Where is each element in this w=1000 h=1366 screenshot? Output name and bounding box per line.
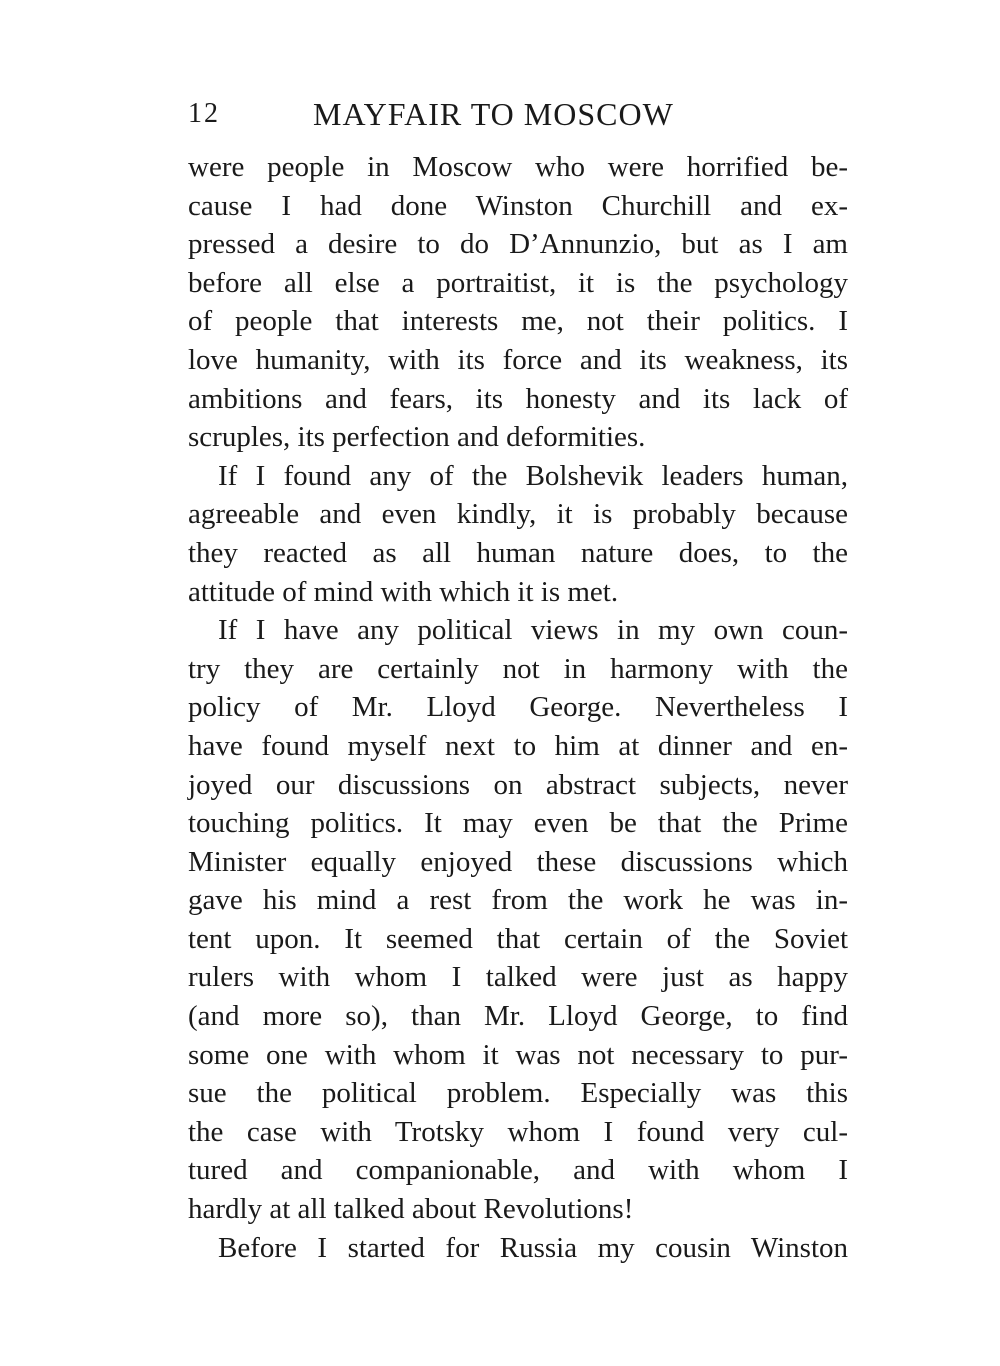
text-line: rulers with whom I talked were just as happy (188, 961, 848, 994)
text-line: before all else a portraitist, it is the psychology (188, 266, 848, 299)
text-line: pressed a desire to do D’Annunzio, but as I am (188, 228, 848, 261)
text-line: love humanity, with its force and its weakness, its (188, 343, 848, 376)
running-head (188, 92, 848, 136)
text-line: gave his mind a rest from the work he was in- (188, 884, 848, 917)
text-line: have found myself next to him at dinner and en- (188, 729, 848, 762)
text-line: If I found any of the Bolshevik leaders human, (218, 459, 848, 492)
text-line: attitude of mind with which it is met. (188, 575, 619, 608)
text-line: of people that interests me, not their politics. I (188, 305, 848, 338)
text-line: cause I had done Winston Churchill and ex- (188, 189, 848, 222)
text-line: (and more so), than Mr. Lloyd George, to find (188, 1000, 848, 1033)
text-line: touching politics. It may even be that the Prime (188, 807, 848, 840)
text-line: tent upon. It seemed that certain of the Soviet (188, 922, 848, 955)
text-line: some one with whom it was not necessary to pur- (188, 1038, 848, 1071)
text-line: Before I started for Russia my cousin Winston (218, 1231, 848, 1264)
text-line: agreeable and even kindly, it is probably because (188, 498, 848, 531)
text-line: If I have any political views in my own coun- (218, 614, 848, 647)
text-line: hardly at all talked about Revolutions! (188, 1193, 634, 1226)
text-line: scruples, its perfection and deformities. (188, 421, 646, 454)
page-number: 12 (188, 98, 220, 129)
text-line: sue the political problem. Especially was this (188, 1077, 848, 1110)
text-line: try they are certainly not in harmony with the (188, 652, 848, 685)
text-line: ambitions and fears, its honesty and its lack of (188, 382, 848, 415)
text-line: they reacted as all human nature does, to the (188, 536, 848, 569)
text-line: tured and companionable, and with whom I (188, 1154, 848, 1187)
text-line: Minister equally enjoyed these discussions which (188, 845, 848, 878)
text-line: joyed our discussions on abstract subjects, never (188, 768, 848, 801)
text-line: the case with Trotsky whom I found very cul- (188, 1115, 848, 1148)
running-title: MAYFAIR TO MOSCOW (313, 96, 674, 132)
text-line: were people in Moscow who were horrified be- (188, 151, 848, 183)
body-text (188, 148, 848, 1267)
text-line: policy of Mr. Lloyd George. Nevertheless I (188, 691, 848, 724)
